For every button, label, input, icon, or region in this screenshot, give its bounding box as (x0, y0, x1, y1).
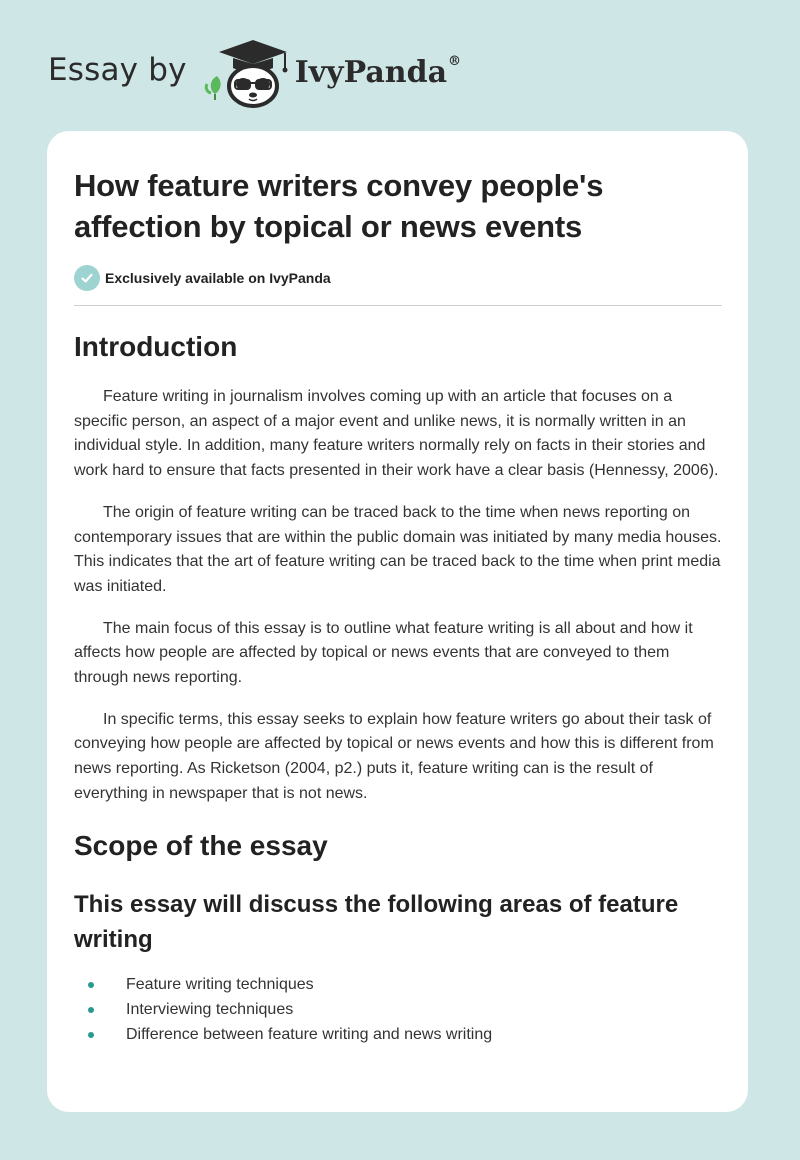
essay-by-label: Essay by (48, 52, 187, 88)
introduction-paragraph: The main focus of this essay is to outline what feature writing is all about and how it affects how people are affected by topical or news events that are conveyed to them through news reporting. (74, 619, 693, 687)
list-item (74, 1023, 722, 1048)
list-item (74, 998, 722, 1023)
exclusive-label: Exclusively available on IvyPanda (105, 270, 331, 286)
introduction-paragraph: Feature writing in journalism involves coming up with an article that focuses on a specific person, an aspect of a major event and unlike news, it is normally written in an individual style. In addition, many feature writers normally rely on facts in their stories and work hard to ensure that facts presented in their work have a clear basis (Hennessy, 2006). (74, 388, 719, 480)
essay-title: How feature writers convey people's affection by topical or news events (74, 168, 604, 244)
bullet-icon (88, 1032, 94, 1038)
list-item-text: Difference between feature writing and news writing (126, 1026, 493, 1044)
list-item-text: Feature writing techniques (126, 976, 314, 994)
check-circle-icon (74, 265, 100, 291)
introduction-heading: Introduction (74, 331, 238, 362)
panda-graduate-icon[interactable] (201, 36, 293, 108)
list-item (74, 973, 722, 998)
scope-subheading: This essay will discuss the following areas of feature writing (74, 890, 679, 953)
bullet-icon (88, 1007, 94, 1013)
exclusive-badge (74, 264, 722, 292)
bullet-icon (88, 982, 94, 988)
list-item-text: Interviewing techniques (126, 1001, 294, 1019)
brand-name[interactable]: IvyPanda® (294, 53, 462, 90)
scope-heading: Scope of the essay (74, 829, 328, 861)
divider (74, 305, 722, 306)
introduction-paragraph: In specific terms, this essay seeks to explain how feature writers go about their task of conveying how people are affected by topical or news events and how this is different from news reporting. As Ricketson (2004, p2.) puts it, feature writing can is the result of everything in newspaper that is not news. (74, 710, 714, 802)
essay-card (47, 131, 748, 1112)
scope-list (74, 973, 722, 1048)
site-header (48, 36, 461, 108)
introduction-paragraph: The origin of feature writing can be traced back to the time when news reporting on contemporary issues that are within the public domain was initiated by many media houses. This indicates that the art of feature writing can be traced back to the time when print media was initiated. (74, 503, 722, 595)
